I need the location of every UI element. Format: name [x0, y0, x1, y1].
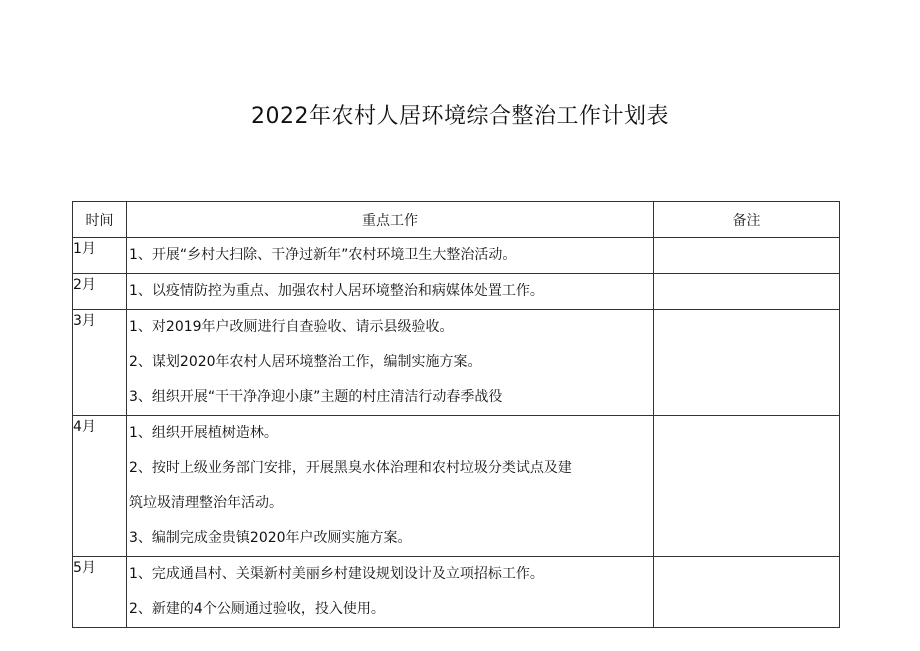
work-cell [127, 274, 654, 310]
work-item: 3、组织开展“干干净净迎小康”主题的村庄清洁行动春季战役 [129, 389, 503, 405]
work-cell [127, 238, 654, 274]
work-cell [127, 557, 654, 628]
table-row [73, 274, 840, 310]
work-item: 筑垃圾清理整治年活动。 [129, 495, 283, 511]
month-cell: 3月 [73, 310, 127, 416]
month-cell: 1月 [73, 238, 127, 274]
remarks-cell [654, 557, 840, 628]
document-title: 2022年农村人居环境综合整治工作计划表 [251, 104, 669, 129]
remarks-cell [654, 416, 840, 557]
work-item: 2、按时上级业务部门安排，开展黑臭水体治理和农村垃圾分类试点及建 [129, 460, 572, 476]
table-row [73, 416, 840, 557]
header-key-work: 重点工作 [127, 202, 654, 238]
table-header-row [73, 202, 840, 238]
remarks-cell [654, 274, 840, 310]
remarks-cell [654, 310, 840, 416]
table-row [73, 238, 840, 274]
table-row [73, 310, 840, 416]
work-item: 1、完成通昌村、关渠新村美丽乡村建设规划设计及立项招标工作。 [129, 566, 544, 582]
work-item: 3、编制完成金贵镇2020年户改厕实施方案。 [129, 530, 412, 546]
work-item: 2、新建的4个公厕通过验收，投入使用。 [129, 601, 385, 617]
work-cell [127, 416, 654, 557]
header-remarks: 备注 [654, 202, 840, 238]
header-time: 时间 [73, 202, 127, 238]
work-item: 2、谋划2020年农村人居环境整治工作，编制实施方案。 [129, 354, 482, 370]
table-row [73, 557, 840, 628]
work-item: 1、以疫情防控为重点、加强农村人居环境整治和病媒体处置工作。 [129, 283, 544, 299]
work-plan-table [72, 201, 840, 628]
work-item: 1、对2019年户改厕进行自查验收、请示县级验收。 [129, 319, 454, 335]
work-item: 1、开展“乡村大扫除、干净过新年”农村环境卫生大整治活动。 [129, 247, 517, 263]
month-cell: 4月 [73, 416, 127, 557]
month-cell: 2月 [73, 274, 127, 310]
remarks-cell [654, 238, 840, 274]
work-item: 1、组织开展植树造林。 [129, 425, 278, 441]
month-cell: 5月 [73, 557, 127, 628]
work-cell [127, 310, 654, 416]
